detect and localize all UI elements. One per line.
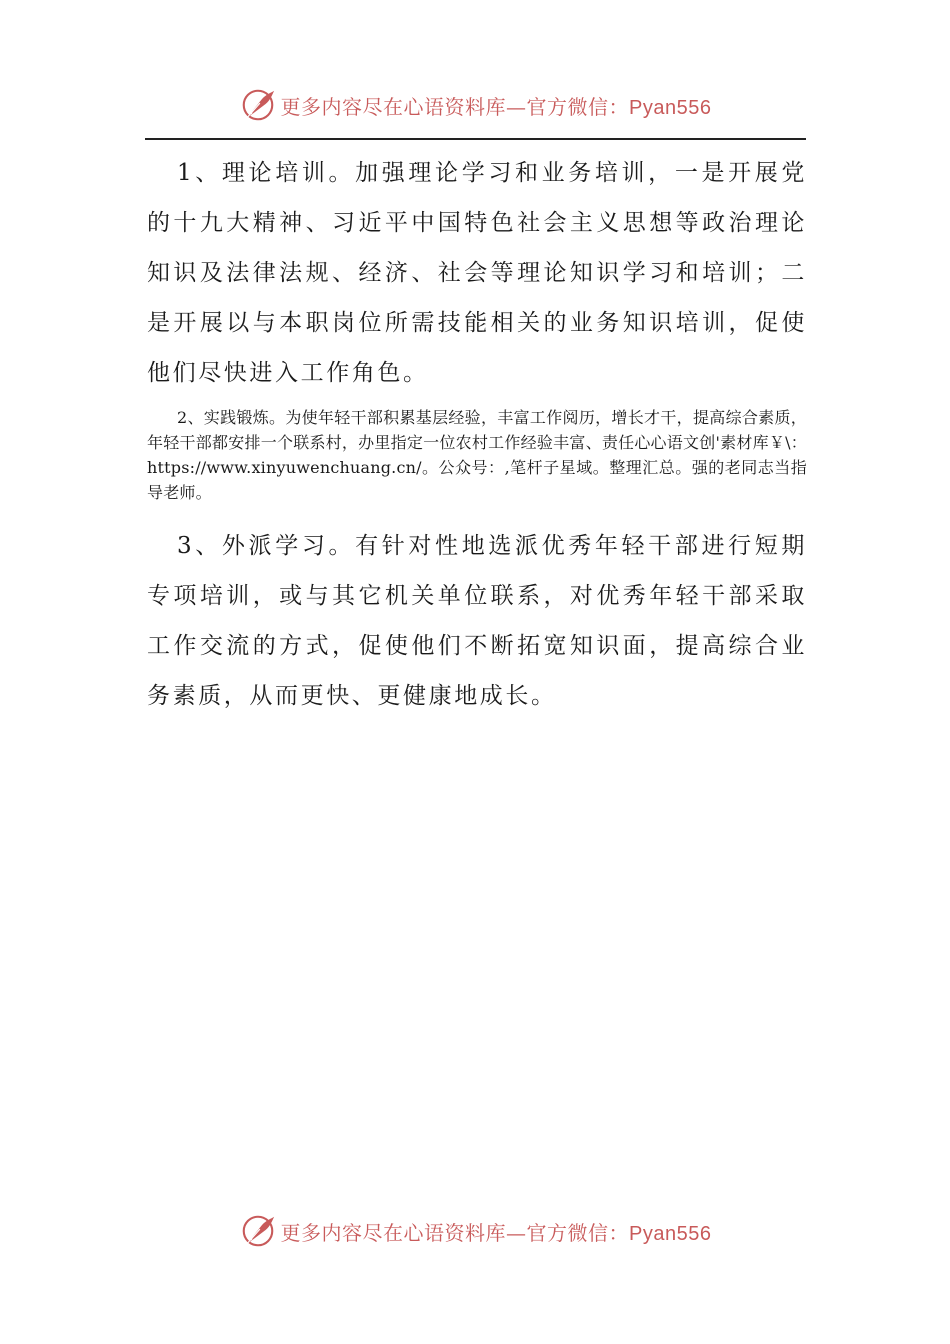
header-wechat-id: Pyan556 [629,96,712,119]
paragraph-external-study: 3、外派学习。有针对性地选派优秀年轻干部进行短期专项培训，或与其它机关单位联系，对优秀年轻干部采取工作交流的方式，促使他们不断拓宽知识面，提高综合业务素质，从而更快、更健康地成长。 [147,533,807,709]
quill-pen-logo-icon [239,1212,277,1250]
header-divider [145,138,806,140]
footer-text [281,1217,712,1246]
page-header-banner [0,80,950,130]
paragraph-1-block [147,148,807,398]
paragraph-2-block [147,405,807,505]
paragraph-3-block [147,521,807,721]
header-text [281,91,712,120]
quill-pen-logo-icon [239,86,277,124]
header-label: 更多内容尽在心语资料库—官方微信： [280,94,630,119]
footer-label: 更多内容尽在心语资料库—官方微信： [280,1220,630,1245]
footer-wechat-id: Pyan556 [629,1222,712,1245]
page-footer-banner [0,1206,950,1256]
paragraph-theory-training: 1、理论培训。加强理论学习和业务培训，一是开展党的十九大精神、习近平中国特色社会主义思想等政治理论知识及法律法规、经济、社会等理论知识学习和培训；二是开展以与本职岗位所需技能相关的业务知识培训，促使他们尽快进入工作角色。 [147,160,807,386]
paragraph-practice: 2、实践锻炼。为使年轻干部积累基层经验，丰富工作阅历，增长才干，提高综合素质，年轻干部都安排一个联系村，办里指定一位农村工作经验丰富、责任心心语文创'素材库￥\：https://www.xinyuwenchuang.cn/。公众号：,笔杆子星域。整理汇总。强的老同志当指导老师。 [147,408,807,502]
